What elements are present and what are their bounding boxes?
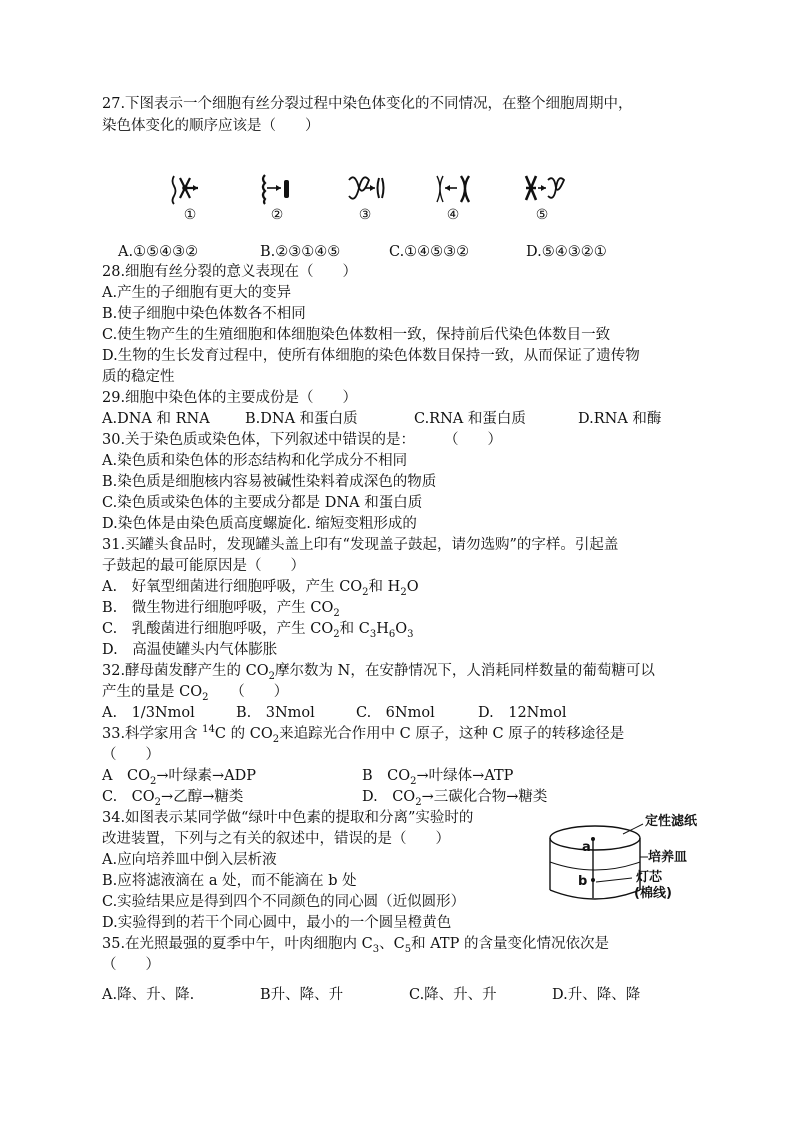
q28-option-d-line1[interactable]: D.生物的生长发育过程中，使所有体细胞的染色体数目保持一致，从而保证了遗传物 (102, 348, 640, 364)
q31-option-b-text: B. 微生物进行细胞呼吸，产生 CO (102, 600, 334, 616)
q33-option-c[interactable] (102, 787, 243, 807)
q27-figure-5-label: ⑤ (535, 207, 549, 223)
q27-option-a[interactable]: A.①⑤④③② (118, 244, 199, 260)
q33-stem-line1 (102, 724, 624, 744)
q33-stem-text: C 的 CO (214, 726, 273, 742)
q33-option-a[interactable] (102, 766, 256, 786)
subscript: 3 (407, 628, 414, 640)
q27-stem-line2: 染色体变化的顺序应该是（ ） (102, 118, 320, 134)
q31-option-b[interactable] (102, 598, 340, 618)
q33-option-c-text: C. CO (102, 789, 155, 805)
q33-option-a-text: A CO (102, 768, 150, 784)
q32-option-b[interactable]: B. 3Nmol (236, 705, 315, 721)
q31-option-a[interactable] (102, 577, 419, 597)
q28-stem: 28.细胞有丝分裂的意义表现在（ ） (102, 264, 358, 280)
q31-stem-line1: 31.买罐头食品时，发现罐头盖上印有“发现盖子鼓起，请勿选购”的字样。引起盖 (102, 537, 619, 553)
subscript: 2 (268, 670, 276, 682)
q35-option-b[interactable]: B升、降、升 (260, 987, 344, 1003)
q28-option-b[interactable]: B.使子细胞中染色体数各不相同 (102, 306, 306, 322)
q35-option-d[interactable]: D.升、降、降 (552, 987, 641, 1003)
q32-option-d[interactable]: D. 12Nmol (478, 705, 567, 721)
q33-option-d[interactable] (362, 787, 547, 807)
q35-stem-line1 (102, 934, 609, 954)
q32-stem-text: 产生的量是 CO (102, 684, 203, 700)
label-point-b: b (578, 874, 588, 889)
q31-option-c-text: 和 C (339, 621, 370, 637)
chromosome-figure-icon (512, 172, 572, 206)
q28-option-c[interactable]: C.使生物产生的生殖细胞和体细胞染色体数相一致，保持前后代染色体数目一致 (102, 327, 611, 343)
q28-option-d-line2: 质的稳定性 (102, 369, 175, 385)
q27-option-d[interactable]: D.⑤④③②① (526, 244, 607, 260)
q27-figure-2 (247, 172, 307, 222)
q33-stem-text: 来追踪光合作用中 C 原子，这种 C 原子的转移途径是 (279, 726, 625, 742)
q34-option-d[interactable]: D.实验得到的若干个同心圆中，最小的一个圆呈橙黄色 (102, 915, 452, 931)
q27-stem-line1: 27.下图表示一个细胞有丝分裂过程中染色体变化的不同情况，在整个细胞周期中， (102, 96, 633, 112)
q29-option-a[interactable]: A.DNA 和 RNA (102, 411, 210, 427)
label-wick-cotton: (棉线) (634, 886, 672, 901)
subscript: 6 (388, 628, 396, 640)
q30-option-b[interactable]: B.染色质是细胞核内容易被碱性染料着成深色的物质 (102, 474, 437, 490)
q35-stem-text: 和 ATP 的含量变化情况依次是 (411, 936, 609, 952)
q32-stem-line1 (102, 661, 655, 681)
q30-option-c[interactable]: C.染色质或染色体的主要成分都是 DNA 和蛋白质 (102, 495, 423, 511)
subscript: 5 (404, 943, 412, 955)
q34-stem-line1: 34.如图表示某同学做“绿叶中色素的提取和分离”实验时的 (102, 810, 474, 826)
q33-option-d-text: D. CO (362, 789, 416, 805)
q35-stem-text: 、C (379, 936, 405, 952)
q33-option-b[interactable] (362, 766, 513, 786)
subscript: 2 (149, 775, 157, 787)
subscript: 2 (202, 691, 209, 703)
q33-option-b-text: B CO (362, 768, 411, 784)
subscript: 3 (372, 943, 380, 955)
q32-option-a[interactable]: A. 1/3Nmol (102, 705, 195, 721)
q27-figure-4-label: ④ (446, 207, 460, 223)
q29-option-d[interactable]: D.RNA 和酶 (578, 411, 662, 427)
q30-option-d[interactable]: D.染色体是由染色质高度螺旋化. 缩短变粗形成的 (102, 516, 417, 532)
q31-option-a-text: A. 好氧型细菌进行细胞呼吸，产生 CO (102, 579, 363, 595)
q32-stem-line2 (102, 682, 288, 702)
q32-stem-text: 摩尔数为 N，在安静情况下，人消耗同样数量的葡萄糖可以 (275, 663, 655, 679)
q33-stem-line2: （ ） (102, 747, 160, 763)
q27-figure-3 (335, 172, 395, 222)
q33-stem-text: 33.科学家用含 (102, 726, 203, 742)
q34-option-c[interactable]: C.实验结果应是得到四个不同颜色的同心圆（近似圆形） (102, 894, 466, 910)
q34-stem-line2: 改进装置，下列与之有关的叙述中，错误的是（ ） (102, 831, 450, 847)
q27-option-c[interactable]: C.①④⑤③② (389, 244, 470, 260)
q27-figure-5 (512, 172, 572, 222)
subscript: 2 (400, 586, 407, 598)
subscript: 2 (333, 607, 340, 619)
label-point-a: a (582, 840, 591, 855)
label-wick: 灯芯 (636, 870, 663, 885)
q33-option-a-text: →叶绿素→ADP (156, 768, 256, 784)
q31-option-c-text: C. 乳酸菌进行细胞呼吸，产生 CO (102, 621, 334, 637)
q27-option-b[interactable]: B.②③①④⑤ (260, 244, 341, 260)
q28-option-a[interactable]: A.产生的子细胞有更大的变异 (102, 285, 292, 301)
q27-chromosome-figures (160, 172, 600, 227)
q31-stem-line2: 子鼓起的最可能原因是（ ） (102, 558, 305, 574)
q31-option-c-text: O (395, 621, 408, 637)
q32-stem-text: （ ） (208, 684, 289, 700)
q31-option-a-text: 和 H (368, 579, 401, 595)
q35-option-a[interactable]: A.降、升、降. (102, 987, 195, 1003)
q32-option-c[interactable]: C. 6Nmol (356, 705, 435, 721)
q32-stem-text: 32.酵母菌发酵产生的 CO (102, 663, 269, 679)
q35-stem-line2: （ ） (102, 957, 160, 973)
q33-option-b-text: →叶绿体→ATP (416, 768, 514, 784)
subscript: 2 (410, 775, 417, 787)
q31-option-c-text: H (376, 621, 389, 637)
label-filter-paper: 定性滤纸 (645, 814, 698, 829)
q27-figure-4 (423, 172, 483, 222)
q31-option-a-text: O (406, 579, 419, 595)
subscript: 2 (272, 733, 280, 745)
q34-option-a[interactable]: A.应向培养皿中倒入层析液 (102, 852, 277, 868)
q27-figure-2-label: ② (270, 207, 284, 223)
chromosome-figure-icon (247, 172, 307, 206)
q34-option-b[interactable]: B.应将滤液滴在 a 处，而不能滴在 b 处 (102, 873, 357, 889)
q31-option-d[interactable]: D. 高温使罐头内气体膨胀 (102, 642, 278, 658)
q27-figure-3-label: ③ (358, 207, 372, 223)
subscript: 2 (362, 586, 369, 598)
q29-option-c[interactable]: C.RNA 和蛋白质 (414, 411, 526, 427)
q35-option-c[interactable]: C.降、升、升 (409, 987, 497, 1003)
q30-option-a[interactable]: A.染色质和染色体的形态结构和化学成分不相同 (102, 453, 408, 469)
q33-option-c-text: →乙醇→糖类 (161, 789, 244, 805)
chromosome-figure-icon (335, 172, 395, 206)
subscript: 2 (333, 628, 340, 640)
q30-stem: 30.关于染色质或染色体，下列叙述中错误的是： （ ） (102, 432, 503, 448)
label-petri-dish: 培养皿 (648, 850, 688, 865)
subscript: 2 (415, 796, 422, 808)
chromosome-figure-icon (423, 172, 483, 206)
q31-option-c[interactable] (102, 619, 414, 639)
q34-chromatography-diagram (540, 812, 730, 912)
superscript: 14 (202, 724, 215, 736)
subscript: 2 (154, 796, 162, 808)
q29-stem: 29.细胞中染色体的主要成份是（ ） (102, 390, 358, 406)
q29-option-b[interactable]: B.DNA 和蛋白质 (245, 411, 358, 427)
chromosome-figure-icon (160, 172, 220, 206)
q27-figure-1-label: ① (183, 207, 197, 223)
q35-stem-text: 35.在光照最强的夏季中午，叶肉细胞内 C (102, 936, 373, 952)
subscript: 3 (369, 628, 377, 640)
q33-option-d-text: →三碳化合物→糖类 (421, 789, 548, 805)
q27-figure-1 (160, 172, 220, 222)
